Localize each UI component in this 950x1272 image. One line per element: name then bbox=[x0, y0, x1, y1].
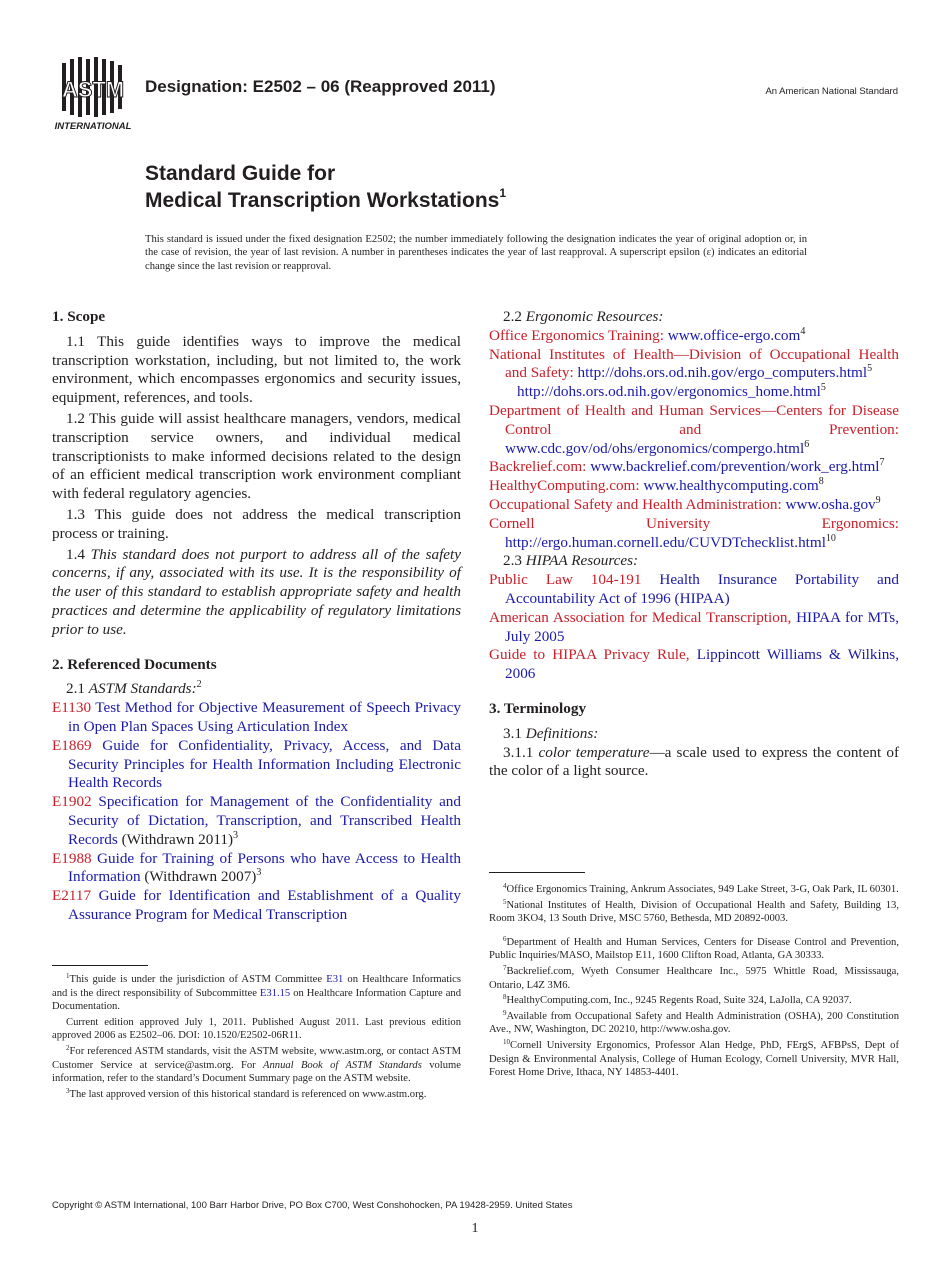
ref-item[interactable]: E1988 Guide for Training of Persons who have Access to Health Information (Withdrawn 2007)$^3$ bbox=[52, 849, 462, 886]
designation: Designation: E2502 – 06 (Reapproved 2011) bbox=[145, 77, 496, 96]
title-line-2: Medical Transcription Workstations$^1$ bbox=[145, 186, 507, 212]
ergo-healthycomputing[interactable]: HealthyComputing.com: www.healthycomputing.com$^8$ bbox=[489, 476, 824, 495]
scope-para-3: 1.3 This guide does not address the medical transcription process or training. bbox=[52, 505, 461, 542]
footnote-rule-left bbox=[52, 965, 148, 966]
footnote-8: $^8$HealthyComputing.com, Inc., 9245 Regents Road, Suite 324, LaJolla, CA 92037. bbox=[503, 993, 852, 1007]
document-title bbox=[145, 160, 506, 214]
section-heading-terminology: 3. Terminology bbox=[489, 699, 587, 717]
ref-item[interactable]: E1869 Guide for Confidentiality, Privacy, Access, and Data Security Principles for Health Information Including Electronic Health Records bbox=[52, 736, 461, 792]
national-standard-label: An American National Standard bbox=[765, 86, 898, 97]
scope-para-2: 1.2 This guide will assist healthcare managers, vendors, medical transcription service owners, and individual medical transcriptionists to make informed decisions related to the design of an efficient medical transcription work environment compliant with federal regulatory agencies. bbox=[52, 409, 461, 503]
ergo-nih[interactable]: National Institutes of Health—Division of Occupational Health and Safety: http://dohs.ors.od.nih.gov/ergo_computers.html$^5$ bbox=[489, 345, 899, 382]
right-column bbox=[489, 308, 899, 783]
page-number: 1 bbox=[471, 1221, 479, 1236]
footnotes-left bbox=[52, 973, 461, 1103]
ergo-cdc[interactable]: Department of Health and Human Services—Centers for Disease Control and Prevention: www.cdc.gov/od/ohs/ergonomics/compergo.html$^6$ bbox=[489, 401, 899, 457]
footnote-6: $^6$Department of Health and Human Services, Centers for Disease Control and Prevention, Public Inquiries/MASO, Mailstop E11, 1600 Clifton Road, Atlanta, GA 30333. bbox=[489, 934, 899, 962]
ergo-cornell[interactable]: Cornell University Ergonomics: http://ergo.human.cornell.edu/CUVDTchecklist.html$^{10}$ bbox=[489, 514, 899, 551]
left-column bbox=[52, 308, 461, 925]
ergo-office[interactable]: Office Ergonomics Training: www.office-ergo.com$^4$ bbox=[489, 325, 806, 344]
footnote-2: $^2$For referenced ASTM standards, visit the ASTM website, www.astm.org, or contact ASTM Customer Service at service@astm.org. For Annual Book of ASTM Standards volume information, refer to the standard’s Document Summary page on the ASTM website. bbox=[52, 1043, 461, 1085]
ergonomic-resources-label: 2.2 Ergonomic Resources: bbox=[503, 308, 664, 325]
section-heading-scope: 1. Scope bbox=[52, 308, 106, 325]
logo-text: INTERNATIONAL bbox=[54, 121, 132, 132]
footnote-1: $^1$This guide is under the jurisdiction of ASTM Committee E31 on Healthcare Informatics and is the direct responsibility of Subcommittee E31.15 on Healthcare Information Capture and Documentation. bbox=[52, 972, 461, 1013]
astm-standards-label: 2.1 ASTM Standards:$^2$ bbox=[66, 679, 202, 698]
footnote-rule-right bbox=[489, 872, 585, 873]
scope-para-1: 1.1 This guide identifies ways to improve the medical transcription workstation, including, but not limited to, the work environment, which encompasses ergonomics and security issues, equipment, references, and tools. bbox=[52, 332, 461, 407]
hipaa-aamt[interactable]: American Association for Medical Transcription, HIPAA for MTs, July 2005 bbox=[489, 608, 900, 645]
footnote-4: $^4$Office Ergonomics Training, Ankrum Associates, 949 Lake Street, 3-G, Oak Park, IL 60301. bbox=[503, 882, 899, 895]
footnote-10: $^{10}$Cornell University Ergonomics, Professor Alan Hedge, PhD, FErgS, AFBPsS, Dept of Design & Environmental Analysis, College of Human Ecology, Cornell University, MVR Hall, Forest Home Drive, Ithaca, NY 14853-4401. bbox=[489, 1037, 899, 1079]
footnote-9: $^9$Available from Occupational Safety and Health Administration (OSHA), 200 Constitution Ave., NW, Washington, DC 20210, http://www.osha.gov. bbox=[489, 1008, 899, 1036]
definition-color-temperature: 3.1.1 color temperature—a scale used to express the content of the color of a light source. bbox=[489, 743, 900, 780]
footnotes-right bbox=[489, 883, 899, 1082]
copyright-footer: Copyright © ASTM International, 100 Barr Harbor Drive, PO Box C700, West Conshohocken, PA 19428-2959. United States bbox=[52, 1200, 573, 1211]
ergo-osha[interactable]: Occupational Safety and Health Administration: www.osha.gov$^9$ bbox=[489, 494, 881, 513]
footnote-1-edition: Current edition approved July 1, 2011. Published August 2011. Last previous edition approved 2006 as E2502–06. DOI: 10.1520/E2502-06R11. bbox=[52, 1016, 461, 1042]
title-footnote-mark: 1 bbox=[499, 186, 507, 200]
logo-mark: ASTM bbox=[61, 77, 125, 102]
hipaa-resources-label: 2.3 HIPAA Resources: bbox=[503, 552, 639, 570]
definitions-label: 3.1 Definitions: bbox=[503, 724, 599, 742]
ref-item[interactable]: E1130 Test Method for Objective Measurement of Speech Privacy in Open Plan Spaces Using Articulation Index bbox=[52, 699, 461, 735]
footnote-5: $^5$National Institutes of Health, Division of Occupational Health and Safety, Building 13, Room 3KO4, 13 South Drive, MSC 5760, Bethesda, MD 20892-0003. bbox=[489, 897, 899, 925]
ref-item[interactable]: E1902 Specification for Management of the Confidentiality and Security of Dictation, Transcription, and Transcribed Health Records (Withdrawn 2011)$^3$ bbox=[52, 793, 461, 848]
footnote-3: $^3$The last approved version of this historical standard is referenced on www.astm.org. bbox=[66, 1086, 427, 1100]
hipaa-guide[interactable]: Guide to HIPAA Privacy Rule, Lippincott Williams & Wilkins, 2006 bbox=[489, 646, 899, 683]
ergo-backrelief[interactable]: Backrelief.com: www.backrelief.com/prevention/work_erg.html$^7$ bbox=[489, 457, 885, 476]
section-heading-refdocs: 2. Referenced Documents bbox=[52, 655, 217, 673]
ref-item[interactable]: E2117 Guide for Identification and Establishment of a Quality Assurance Program for Medical Transcription bbox=[52, 887, 461, 923]
intro-paragraph: This standard is issued under the fixed designation E2502; the number immediately following the designation indicates the year of original adoption or, in the case of revision, the year of last revision. A number in parentheses indicates the year of last reapproval. A superscript epsilon (ε) indicates an editorial change since the last revision or reapproval. bbox=[145, 234, 807, 272]
scope-para-4: 1.4 This standard does not purport to address all of the safety concerns, if any, associated with its use. It is the responsibility of the user of this standard to establish appropriate safety and health practices and determine the applicability of regulatory limitations prior to use. bbox=[52, 545, 462, 638]
ergo-nih-2[interactable]: http://dohs.ors.od.nih.gov/ergonomics_home.html$^5$ bbox=[517, 382, 826, 401]
astm-logo bbox=[52, 55, 134, 133]
title-line-1: Standard Guide for bbox=[145, 162, 336, 185]
footnote-7: $^7$Backrelief.com, Wyeth Consumer Healthcare Inc., 5975 Whittle Road, Mississauga, Ontario, L4Z 3M6. bbox=[489, 963, 899, 991]
hipaa-public-law[interactable]: Public Law 104-191 Health Insurance Portability and Accountability Act of 1996 (HIPAA) bbox=[489, 571, 899, 607]
